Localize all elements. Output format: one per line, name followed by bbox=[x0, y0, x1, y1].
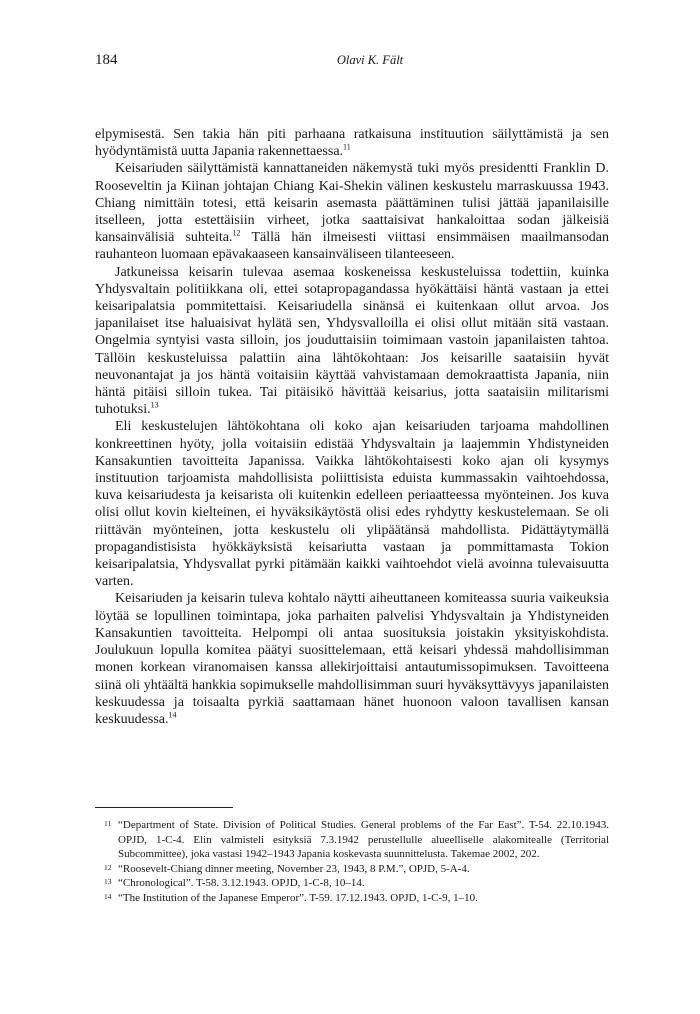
footnote bbox=[95, 862, 609, 877]
paragraph bbox=[95, 590, 609, 728]
footnote-reference[interactable]: 12 bbox=[232, 228, 241, 238]
footnote-reference[interactable]: 11 bbox=[343, 142, 351, 152]
footnote bbox=[95, 818, 609, 862]
footnote-reference[interactable]: 14 bbox=[168, 710, 177, 720]
paragraph-text: Jatkuneissa keisarin tulevaa asemaa koskeneissa keskusteluissa todettiin, kuinka Yhdysvaltain politiikkana oli, ettei sotapropagandassa hyökättäisi häntä vastaan ja ettei keisaripalatsia pommitettaisi. Keisariudella sinänsä ei kuitenkaan ollut arvoa. Jos japanilaiset itse haluaisivat hylätä sen, Yhdysvalloilla ei olisi ollut mitään sitä vastaan. Ongelmia syntyisi vasta silloin, jos jouduttaisiin toimimaan vastoin japanilaisten tahtoa. Tällöin keskusteluissa palattiin aina lähtökohtaan: Jos keisarille saataisiin hyvät neuvonantajat ja jos häntä voitaisiin käyttää vahvistamaan demokraattista Japania, niin häntä pitäisi silloin tukea. Tai pitäisikö hävittää keisarius, jotta saataisiin militarismi tuhotuksi. bbox=[95, 264, 609, 418]
paragraph-text: elpymisestä. Sen takia hän piti parhaana ratkaisuna instituution säilyttämistä ja sen hyödyntämistä uutta Japania rakennettaessa. bbox=[95, 127, 609, 160]
footnote-text: “Department of State. Division of Political Studies. General problems of the Far East”. T-54. 22.10.1943. OPJD, 1-C-4. Elin valmisteli esityksiä 7.3.1942 perustellulle alueelliselle alakomitealle (Territorial Subcommittee), joka vastasi 1942–1943 Japania koskevasta suunnittelusta. Takemae 2002, 202. bbox=[118, 819, 609, 861]
footnote-text: “Roosevelt-Chiang dinner meeting, November 23, 1943, 8 P.M.”, OPJD, 5-A-4. bbox=[118, 862, 470, 875]
paragraph-text: Tällä hän ilmeisesti viittasi ensimmäisen maailmansodan rauhanteon luomaan epävakaaseen kansainväliseen tilanteeseen. bbox=[95, 230, 610, 263]
paragraph-text: Eli keskustelujen lähtökohtana oli koko ajan keisariuden tarjoama mahdollinen konkreettinen hyöty, jolla voitaisiin edistää Yhdysvaltain ja laajemmin Yhdistyneiden Kansakuntien tavoitteita Japanissa. Vaikka lähtökohtaisesti koko ajan oli kysymys instituution tarjoamista mahdollisista poliittisista eduista kummassakin vaihtoehdossa, kuva keisariudesta ja keisarista oli kuitenkin edelleen periaatteessa myönteinen. Jos kuva olisi ollut kovin kielteinen, ei hyväksikäytöstä olisi edes ryhdytty keskustelemaan. Se oli riittävän myönteinen, jotta keskustelu oli ylipäätänsä mahdollista. Pidättäytymällä propagandistisista hyökkäyksistä keisariutta vastaan ja pommittamasta Tokion keisaripalatsia, Yhdysvallat pyrki pitämään kaikki vaihtoehdot vielä avoinna tulevaisuutta varten. bbox=[95, 419, 609, 590]
footnotes bbox=[95, 818, 609, 906]
footnote-reference[interactable]: 13 bbox=[150, 400, 159, 410]
paragraph bbox=[95, 418, 609, 590]
footnote bbox=[95, 876, 609, 891]
page-number: 184 bbox=[95, 52, 118, 68]
footnote bbox=[95, 891, 609, 906]
footnote-number: 11 bbox=[104, 819, 112, 828]
paragraph-text: Keisariuden säilyttämistä kannattaneiden näkemystä tuki myös presidentti Franklin D. Rooseveltin ja Kiinan johtajan Chiang Kai-Shekin välinen keskustelu marraskuussa 1943. Chiang nimittäin totesi, että keisarin asemasta päättäminen tulisi jättää japanilaisille itselleen, jotta estettäisiin virheet, jotka saattaisivat hankaloittaa sodan jälkeisiä kansainvälisiä suhteita. bbox=[95, 161, 609, 246]
running-head: Olavi K. Fält bbox=[336, 53, 404, 67]
paragraph bbox=[95, 126, 609, 160]
footnote-number: 12 bbox=[104, 862, 112, 872]
footnote-number: 14 bbox=[104, 891, 112, 901]
paragraph-text: Keisariuden ja keisarin tuleva kohtalo näytti aiheuttaneen komiteassa suuria vaikeuksia löytää se lopullinen toimintapa, joka parhaiten palvelisi Yhdysvaltain ja Yhdistyneiden Kansakuntien tavoitteita. Helpompi oli antaa suosituksia joistakin yksityiskohdista. Joulukuun lopulla komitea päätyi suosittelemaan, että keisari yhdessä mahdollisimman monen korkean viranomaisen kanssa allekirjoittaisi antautumissopimuksen. Tavoitteena siinä oli yhtäältä hankkia sopimukselle mahdollisimman suuri hyväksyttävyys japanilaisten keskuudessa ja toisaalta pyrkiä saattamaan hänet huonoon valoon tavallisen kansan keskuudessa. bbox=[95, 591, 609, 727]
footnote-text: “The Institution of the Japanese Emperor”. T-59. 17.12.1943. OPJD, 1-C-9, 1–10. bbox=[118, 891, 478, 904]
paragraph bbox=[95, 160, 609, 263]
paragraph bbox=[95, 264, 609, 419]
body-text bbox=[95, 126, 609, 728]
footnote-text: “Chronological”. T-58. 3.12.1943. OPJD, 1-C-8, 10–14. bbox=[118, 877, 365, 890]
footnote-divider bbox=[95, 807, 233, 808]
footnote-number: 13 bbox=[104, 877, 112, 887]
